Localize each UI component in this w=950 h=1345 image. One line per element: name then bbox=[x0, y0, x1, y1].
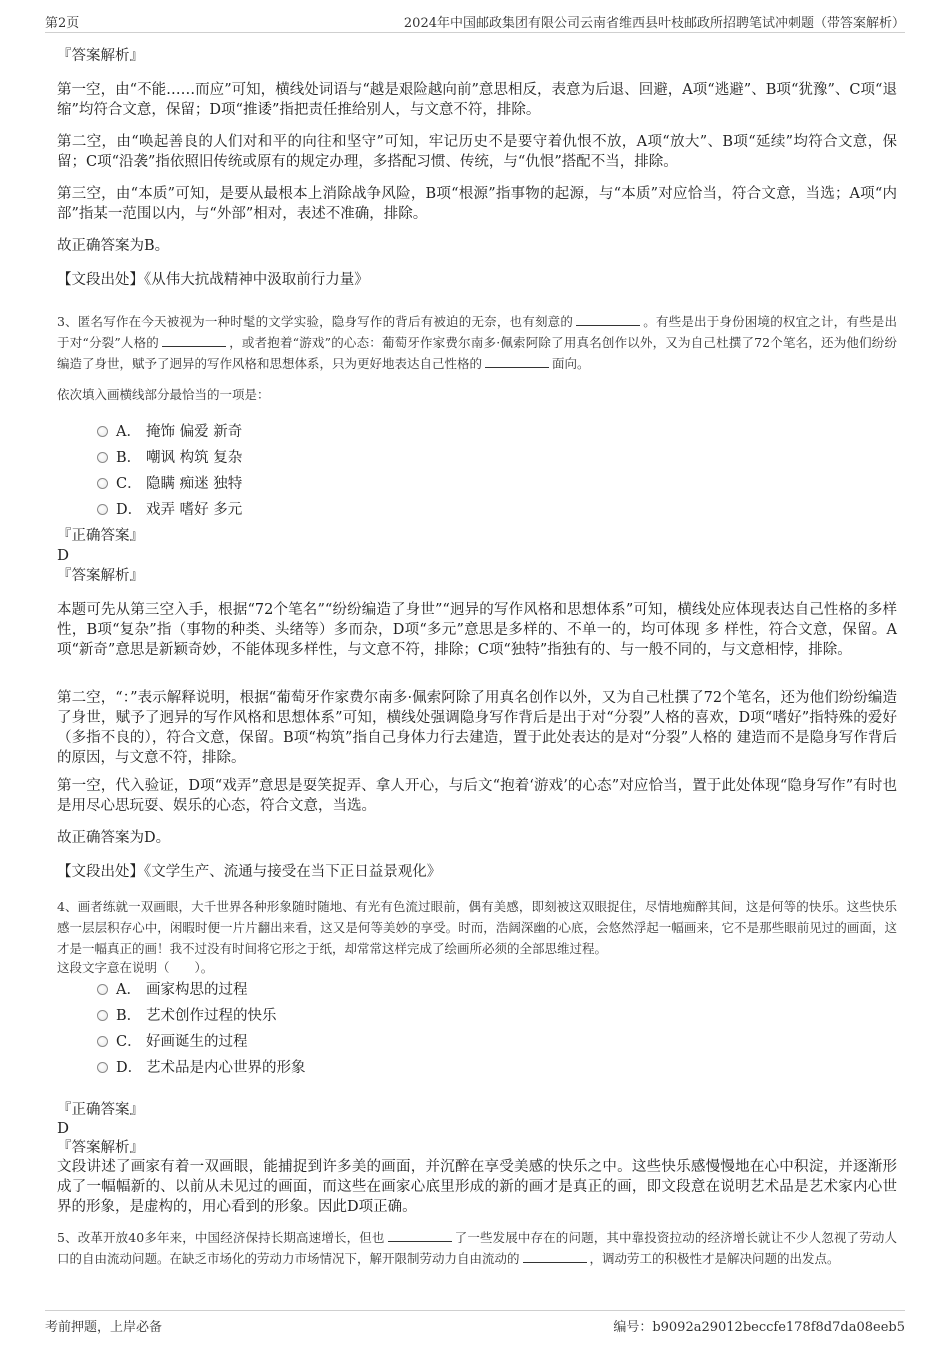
q4-prompt: 这段文字意在说明（ ）。 bbox=[57, 960, 214, 975]
q2-conclusion: 故正确答案为B。 bbox=[57, 238, 170, 254]
q4-stem: 4、画者练就一双画眼，大千世界各种形象随时随地、有光有色流过眼前，偶有美感，即刻被这双眼捉住，尽情地痴醉其间，这是何等的快乐。这些快乐感一层层积存心中，闲暇时便一片片翻出来看，这又是何等美妙的享受。时而，浩阔深幽的心底，会悠然浮起一幅画来，它不是那些眼前见过的画面，这才是一幅真正的画！我不过没有时间将它形之于纸，却常常这样完成了绘画所必须的全部思维过程。 bbox=[57, 899, 897, 956]
page-number: 第2页 bbox=[45, 16, 80, 31]
q4-answer-tag: 『正确答案』 bbox=[57, 1102, 144, 1118]
page-footer bbox=[45, 1310, 905, 1333]
q3-option-d[interactable]: D． 戏弄 嗜好 多元 bbox=[97, 500, 242, 520]
footer-slogan: 考前押题，上岸必备 bbox=[45, 1320, 163, 1335]
q2-analysis-p1: 第一空，由“不能……而应”可知，横线处词语与“越是艰险越向前”意思相反，表意为后退、回避，A项“逃避”、B项“犹豫”、C项“退缩”均符合文意，保留；D项“推诿”指把责任推给别人，与文意不符，排除。 bbox=[57, 82, 897, 118]
q3-analysis-p1: 本题可先从第三空入手，根据“72个笔名”“纷纷编造了身世”“迥异的写作风格和思想体系”可知，横线处应体现表达自己性格的多样性，B项“复杂”指（事物的种类、头绪等）多而杂，D项“多元”意思是多样的、不单一的，均可体现 多 样性，符合文意，保留。A项“新奇”意思是新颖奇妙，不能体现多样性，与文意不符，排除；C项“独特”指独有的、与一般不同的，与文意相悖，排除。 bbox=[57, 602, 897, 658]
q3-option-c[interactable]: C． 隐瞒 痴迷 独特 bbox=[97, 474, 242, 494]
q4-option-c[interactable]: C． 好画诞生的过程 bbox=[97, 1032, 248, 1052]
q3-option-a[interactable]: A． 掩饰 偏爱 新奇 bbox=[97, 422, 242, 442]
radio-icon[interactable] bbox=[97, 426, 108, 437]
q4-option-a[interactable]: A． 画家构思的过程 bbox=[97, 980, 248, 1000]
q3-conclusion: 故正确答案为D。 bbox=[57, 830, 171, 846]
q4-analysis-tag: 『答案解析』 bbox=[57, 1140, 144, 1156]
radio-icon[interactable] bbox=[97, 452, 108, 463]
page-header bbox=[45, 10, 905, 33]
blank-2 bbox=[162, 334, 226, 347]
q3-analysis-tag: 『答案解析』 bbox=[57, 568, 144, 584]
radio-icon[interactable] bbox=[97, 1036, 108, 1047]
radio-icon[interactable] bbox=[97, 504, 108, 515]
q3-analysis-p2: 第二空，“：”表示解释说明，根据“葡萄牙作家费尔南多·佩索阿除了用真名创作以外，又为自己杜撰了72个笔名，还为他们纷纷编造了身世，赋予了迥异的写作风格和思想体系”可知，横线处强调隐身写作背后是出于对“分裂”人格的喜欢，D项“嗜好”指特殊的爱好（多指不良的），符合文意，保留。B项“构筑”指自己身体力行去建造，置于此处表达的是对“分裂”人格的 建造而不是隐身写作背后的原因，与文意不符，排除。 bbox=[57, 690, 897, 766]
q2-analysis-p3: 第三空，由“本质”可知，是要从最根本上消除战争风险，B项“根源”指事物的起源，与“本质”对应恰当，符合文意，当选；A项“内部”指某一范围以内，与“外部”相对，表述不准确，排除。 bbox=[57, 186, 897, 222]
document-id: 编号：b9092a29012beccfe178f8d7da08eeb5 bbox=[613, 1320, 905, 1335]
blank-3 bbox=[485, 355, 549, 368]
radio-icon[interactable] bbox=[97, 1010, 108, 1021]
q2-source: 【文段出处】《从伟大抗战精神中汲取前行力量》 bbox=[57, 272, 369, 288]
document-title: 2024年中国邮政集团有限公司云南省维西县叶枝邮政所招聘笔试冲刺题（带答案解析） bbox=[403, 16, 905, 31]
blank-2 bbox=[523, 1250, 587, 1263]
q3-analysis-p3: 第一空，代入验证，D项“戏弄”意思是耍笑捉弄、拿人开心，与后文“抱着‘游戏’的心态”对应恰当，置于此处体现“隐身写作”有时也是用尽心思玩耍、娱乐的心态，符合文意，当选。 bbox=[57, 778, 897, 814]
q4-answer: D bbox=[57, 1119, 70, 1137]
q3-answer: D bbox=[57, 546, 70, 564]
radio-icon[interactable] bbox=[97, 478, 108, 489]
q3-option-b[interactable]: B． 嘲讽 构筑 复杂 bbox=[97, 448, 242, 468]
radio-icon[interactable] bbox=[97, 1062, 108, 1073]
q3-source: 【文段出处】《文学生产、流通与接受在当下正日益景观化》 bbox=[57, 864, 442, 880]
blank-1 bbox=[388, 1229, 452, 1242]
q4-option-d[interactable]: D． 艺术品是内心世界的形象 bbox=[97, 1058, 306, 1078]
q4-option-b[interactable]: B． 艺术创作过程的快乐 bbox=[97, 1006, 277, 1026]
q4-analysis: 文段讲述了画家有着一双画眼，能捕捉到许多美的画面，并沉醉在享受美感的快乐之中。这些快乐感慢慢地在心中积淀，并逐渐形成了一幅幅新的、以前从未见过的画面，而这些在画家心底里形成的新的画才是真正的画，即文段意在说明艺术品是艺术家内心世界的形象，是虚构的，用心看到的形象。因此D项正确。 bbox=[57, 1159, 897, 1215]
radio-icon[interactable] bbox=[97, 984, 108, 995]
q3-stem: 3、匿名写作在今天被视为一种时髦的文学实验，隐身写作的背后有被迫的无奈，也有刻意的 。有些是出于身份困境的权宜之计，有些是出于对“分裂”人格的 ，或者抱着“游戏”的心态：葡萄牙作家费尔南多·佩索阿除了用真名创作以外，又为自己杜撰了72个笔名，还为他们纷纷编造了身世，赋予了迥异的写作风格和思想体系，只为更好地表达自己性格的 面向。 bbox=[57, 314, 898, 371]
q2-analysis-tag: 『答案解析』 bbox=[57, 48, 144, 64]
q3-answer-tag: 『正确答案』 bbox=[57, 528, 144, 544]
q3-prompt: 依次填入画横线部分最恰当的一项是： bbox=[57, 387, 270, 402]
q5-stem: 5、改革开放40多年来，中国经济保持长期高速增长，但也 了一些发展中存在的问题，其中靠投资拉动的经济增长就让不少人忽视了劳动人口的自由流动问题。在缺乏市场化的劳动力市场情况下，解开限制劳动力自由流动的 ，调动劳工的积极性才是解决问题的出发点。 bbox=[57, 1230, 897, 1266]
q2-analysis-p2: 第二空，由“唤起善良的人们对和平的向往和坚守”可知，牢记历史不是要守着仇恨不放，A项“放大”、B项“延续”均符合文意，保留；C项“沿袭”指依照旧传统或原有的规定办理，多搭配习惯、传统，与“仇恨”搭配不当，排除。 bbox=[57, 134, 897, 170]
blank-1 bbox=[576, 313, 640, 326]
